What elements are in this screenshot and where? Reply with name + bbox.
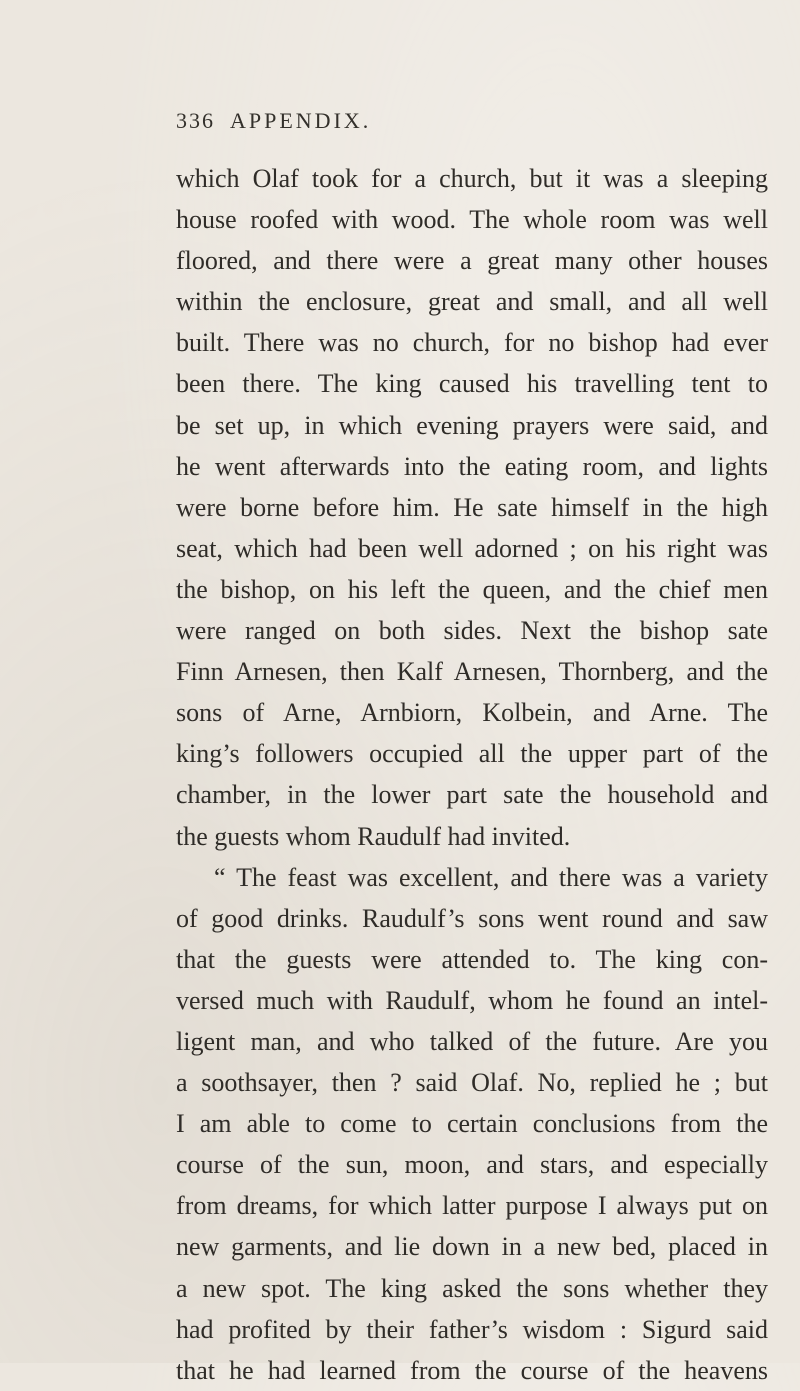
text-line: course of the sun, moon, and stars, and especially (176, 1150, 768, 1180)
text-line: a soothsayer, then ? said Olaf. No, replied he ; but (176, 1068, 768, 1098)
text-line: were borne before him. He sate himself in the high (176, 492, 768, 522)
text-line: been there. The king caused his travelling tent to (176, 369, 768, 399)
text-line: he went afterwards into the eating room, and lights (176, 451, 768, 481)
text-line: which Olaf took for a church, but it was a sleeping (176, 164, 768, 193)
text-line: sons of Arne, Arnbiorn, Kolbein, and Arne. The (176, 698, 768, 728)
text-line: had profited by their father’s wisdom : Sigurd said (176, 1314, 768, 1344)
text-line: be set up, in which evening prayers were said, and (176, 410, 768, 440)
text-line: that he had learned from the course of the heavens (176, 1355, 768, 1385)
text-line: new garments, and lie down in a new bed, placed in (176, 1232, 768, 1262)
page-number: 336 (176, 108, 215, 133)
text-line: the guests whom Raudulf had invited. (176, 821, 571, 851)
text-line: floored, and there were a great many other houses (176, 246, 768, 276)
body-text (176, 158, 768, 1391)
text-line: were ranged on both sides. Next the bishop sate (176, 616, 768, 646)
text-line: within the enclosure, great and small, and all well (176, 287, 768, 317)
text-line: Finn Arnesen, then Kalf Arnesen, Thornberg, and the (176, 657, 768, 687)
running-title: APPENDIX. (230, 108, 372, 133)
text-line: ligent man, and who talked of the future. Are you (176, 1026, 768, 1056)
text-line: chamber, in the lower part sate the household and (176, 780, 768, 810)
text-line: king’s followers occupied all the upper part of the (176, 739, 768, 769)
text-line-paragraph-start: “ The feast was excellent, and there was a variety (214, 862, 768, 892)
running-head (176, 108, 776, 144)
text-line: the bishop, on his left the queen, and the chief men (176, 574, 768, 604)
text-line: versed much with Raudulf, whom he found an intel- (176, 985, 768, 1015)
text-line: built. There was no church, for no bishop had ever (176, 328, 768, 358)
text-line: from dreams, for which latter purpose I always put on (176, 1191, 768, 1221)
text-line: of good drinks. Raudulf’s sons went round and saw (176, 903, 768, 933)
text-line: I am able to come to certain conclusions from the (176, 1109, 768, 1139)
text-line: a new spot. The king asked the sons whether they (176, 1273, 768, 1303)
text-line: that the guests were attended to. The king con- (176, 944, 768, 974)
text-line: seat, which had been well adorned ; on his right was (176, 533, 768, 563)
text-line: house roofed with wood. The whole room was well (176, 205, 768, 235)
